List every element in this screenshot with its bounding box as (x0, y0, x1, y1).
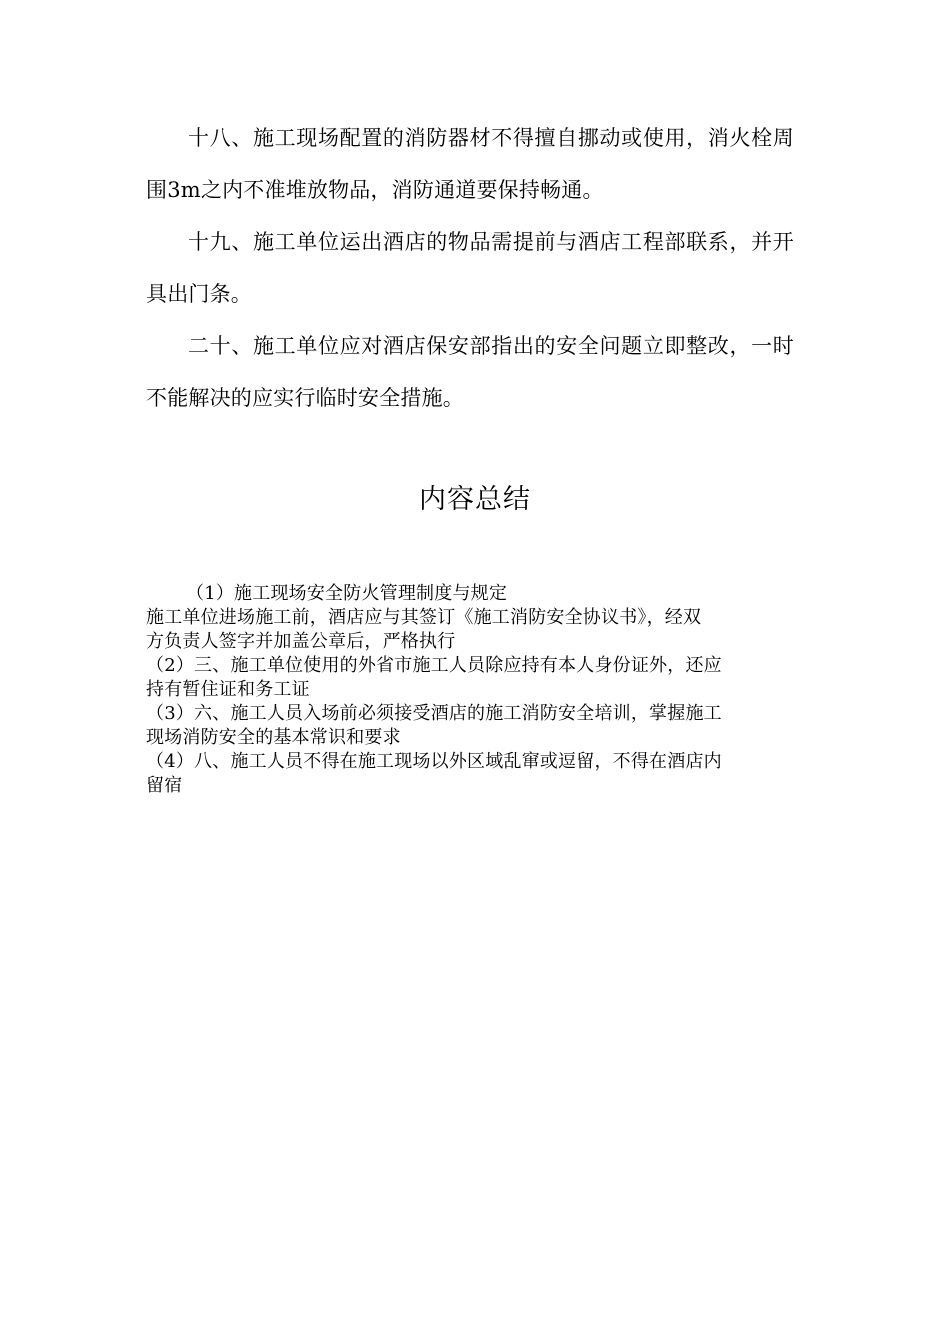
summary-line: （1）施工现场安全防火管理制度与规定 (186, 583, 508, 604)
summary-line: 施工单位进场施工前，酒店应与其签订《施工消防安全协议书》，经双 (146, 607, 702, 628)
paragraph-19: 十九、施工单位运出酒店的物品需提前与酒店工程部联系，并开具出门条。 (146, 230, 794, 306)
summary-line: 方负责人签字并加盖公章后，严格执行 (146, 631, 456, 652)
summary-line: （2）三、施工单位使用的外省市施工人员除应持有本人身份证外，还应 (146, 655, 722, 676)
summary-line: 现场消防安全的基本常识和要求 (146, 727, 401, 748)
summary-line: 留宿 (146, 775, 183, 796)
paragraph-20: 二十、施工单位应对酒店保安部指出的安全问题立即整改，一时不能解决的应实行临时安全措施。 (146, 334, 794, 410)
summary-line: （4）八、施工人员不得在施工现场以外区域乱窜或逗留，不得在酒店内 (146, 751, 722, 772)
summary-section (146, 582, 800, 798)
summary-line: 持有暂住证和务工证 (146, 679, 310, 700)
summary-line: （3）六、施工人员入场前必须接受酒店的施工消防安全培训，掌握施工 (146, 703, 722, 724)
paragraph-18: 十八、施工现场配置的消防器材不得擅自挪动或使用，消火栓周围3m之内不准堆放物品，消防通道要保持畅通。 (146, 126, 794, 202)
summary-title: 内容总结 (419, 484, 531, 515)
